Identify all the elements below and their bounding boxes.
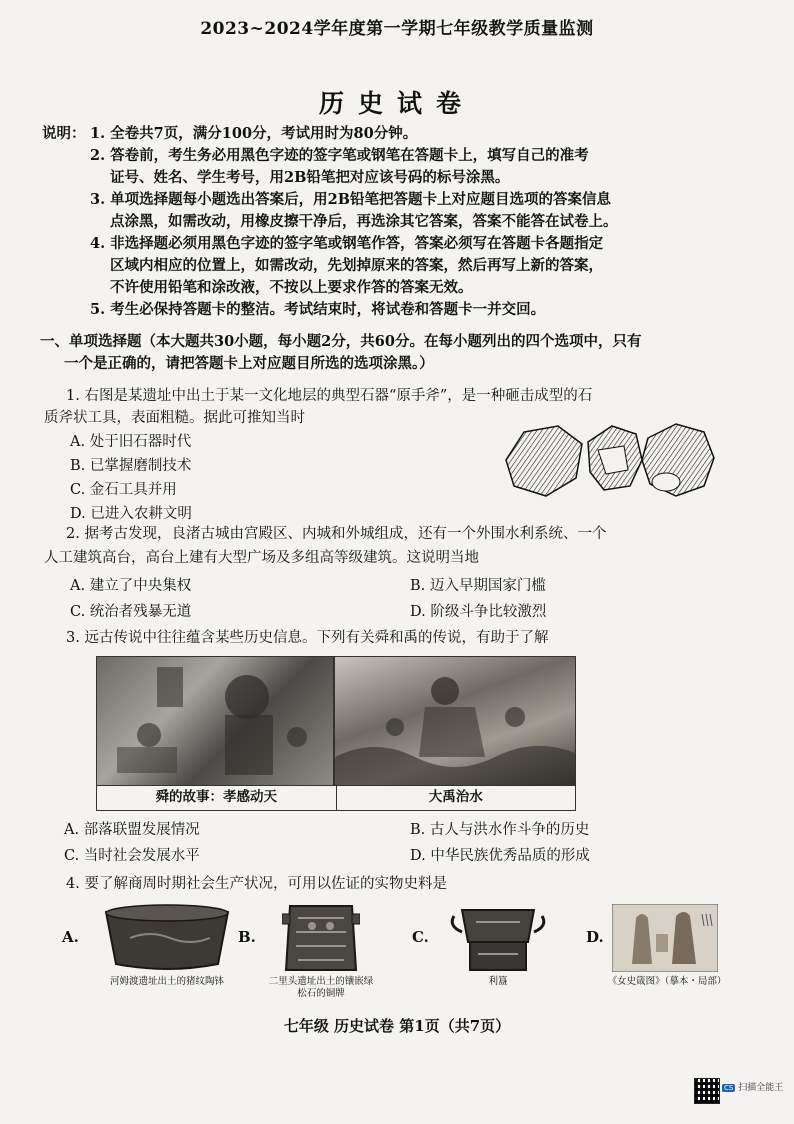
q3-option-d: D. 中华民族优秀品质的形成 — [410, 848, 590, 864]
shun-caption: 舜的故事：孝感动天 — [97, 785, 337, 810]
instructions-label: 说明： — [42, 125, 86, 142]
hand-axe-illustration — [500, 420, 722, 502]
q4-caption-d: 《女史箴图》（摹本・局部） — [607, 976, 727, 987]
q4-letter-d: D. — [586, 928, 604, 946]
instruction-line: 2. 答卷前，考生务必用黑色字迹的签字笔或钢笔在答题卡上，填写自己的准考 — [90, 147, 589, 164]
section-heading-cont: 一个是正确的，请把答题卡上对应题目所选的选项涂黑。） — [64, 355, 434, 372]
q3-option-b: B. 古人与洪水作斗争的历史 — [410, 822, 590, 838]
bronze-plaque-image — [282, 900, 360, 976]
q3-stem: 3. 远古传说中往往蕴含某些历史信息。下列有关舜和禹的传说，有助于了解 — [66, 630, 549, 646]
li-gui-vessel-image — [448, 902, 548, 974]
pottery-bowl-image — [100, 902, 234, 974]
q2-stem-cont: 人工建筑高台，高台上建有大型广场及多组高等级建筑。这说明当地 — [44, 550, 479, 566]
scanner-label: 扫描全能王 — [738, 1083, 784, 1093]
instruction-line: 不许使用铅笔和涂改液，不按以上要求作答的答案无效。 — [110, 279, 473, 296]
instruction-line: 1. 全卷共7页，满分100分，考试用时为80分钟。 — [90, 125, 418, 142]
instruction-line: 5. 考生必保持答题卡的整洁。考试结束时，将试卷和答题卡一并交回。 — [90, 301, 546, 318]
q4-caption-b: 二里头遗址出土的镶嵌绿松石的铜牌 — [268, 976, 374, 999]
subject-title: 历史试卷 — [318, 89, 475, 118]
qr-code — [694, 1078, 720, 1104]
q1-stem: 1. 右图是某遗址中出土于某一文化地层的典型石器“原手斧”，是一种砸击成型的石 — [66, 388, 593, 404]
q2-stem: 2. 据考古发现，良渚古城由宫殿区、内城和外城组成，还有一个外围水利系统、一个 — [66, 526, 607, 542]
q1-option-a: A. 处于旧石器时代 — [70, 434, 192, 450]
q4-caption-c: 利簋 — [488, 976, 508, 987]
q4-letter-a: A. — [62, 928, 79, 946]
page-footer: 七年级 历史试卷 第1页（共7页） — [283, 1017, 511, 1035]
q1-option-c: C. 金石工具并用 — [70, 482, 177, 498]
q4-letter-c: C. — [412, 928, 429, 946]
q4-caption-a: 河姆渡遗址出土的猪纹陶钵 — [109, 976, 224, 987]
q1-stem-cont: 质斧状工具，表面粗糙。据此可推知当时 — [44, 410, 305, 426]
scanner-watermark — [722, 1080, 783, 1093]
exam-title: 2023~2024学年度第一学期七年级教学质量监测 — [200, 19, 594, 39]
q2-option-c: C. 统治者残暴无道 — [70, 604, 192, 620]
instruction-line: 点涂黑，如需改动，用橡皮擦干净后，再选涂其它答案，答案不能答在试卷上。 — [110, 213, 618, 230]
q3-caption-bar — [96, 785, 576, 811]
nushi-zhen-painting-image — [612, 904, 718, 972]
instruction-line: 区域内相应的位置上，如需改动，先划掉原来的答案，然后再写上新的答案， — [110, 257, 603, 274]
q1-option-d: D. 已进入农耕文明 — [70, 506, 192, 522]
instruction-line: 4. 非选择题必须用黑色字迹的签字笔或钢笔作答，答案必须写在答题卡各题指定 — [90, 235, 604, 252]
q1-option-b: B. 已掌握磨制技术 — [70, 458, 192, 474]
instruction-line: 3. 单项选择题每小题选出答案后，用2B铅笔把答题卡上对应题目选项的答案信息 — [90, 191, 612, 208]
yu-flood-image — [334, 656, 576, 786]
q3-option-c: C. 当时社会发展水平 — [64, 848, 200, 864]
instruction-line: 证号、姓名、学生考号，用2B铅笔把对应该号码的标号涂黑。 — [110, 169, 510, 186]
yu-caption: 大禹治水 — [428, 789, 483, 805]
q4-letter-b: B. — [238, 928, 256, 946]
q2-option-d: D. 阶级斗争比较激烈 — [410, 604, 547, 620]
q2-option-b: B. 迈入早期国家门槛 — [410, 578, 546, 594]
section-heading: 一、单项选择题（本大题共30小题，每小题2分，共60分。在每小题列出的四个选项中，只有 — [40, 333, 642, 350]
shun-story-image — [96, 656, 334, 786]
cs-logo-icon: CS — [724, 1084, 734, 1092]
q3-option-a: A. 部落联盟发展情况 — [64, 822, 200, 838]
q2-option-a: A. 建立了中央集权 — [70, 578, 192, 594]
q4-stem: 4. 要了解商周时期社会生产状况，可用以佐证的实物史料是 — [66, 876, 447, 892]
